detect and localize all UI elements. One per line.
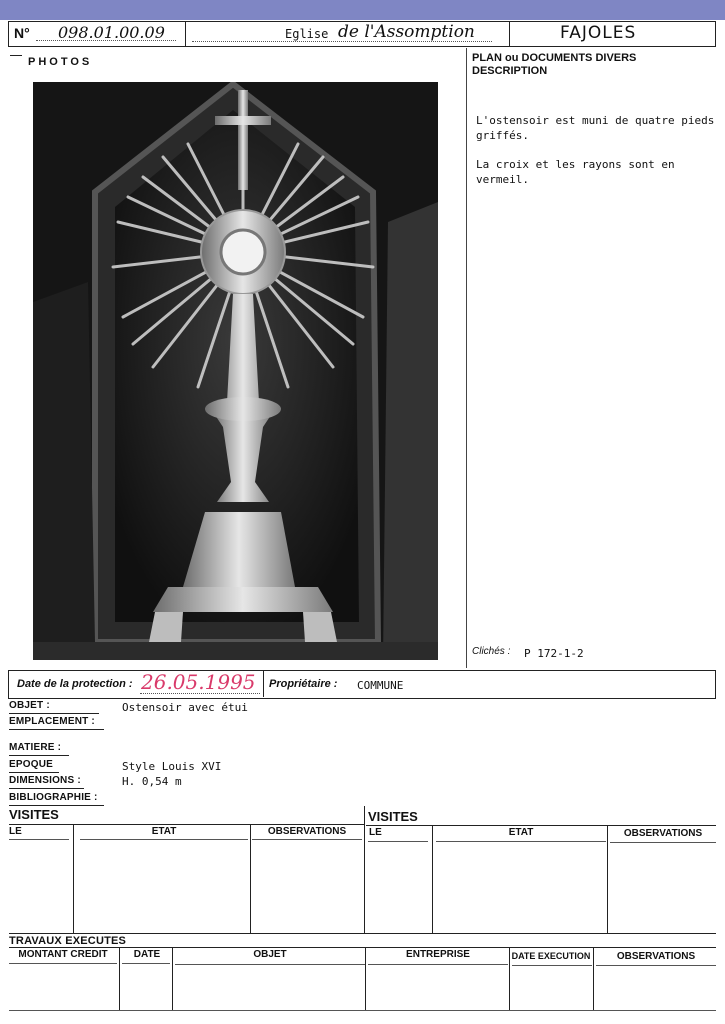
travaux-col-divider [593, 947, 594, 1011]
travaux-rule [596, 965, 716, 966]
protection-date: 26.05.1995 [141, 670, 256, 694]
description-title: DESCRIPTION [472, 65, 548, 77]
objet-label: OBJET : [9, 700, 50, 711]
travaux-title: TRAVAUX EXECUTES [9, 935, 127, 947]
monstrance-photo [33, 82, 438, 660]
travaux-col-montant: MONTANT CREDIT [18, 949, 108, 960]
underline [9, 788, 84, 789]
epoque-label: EPOQUE [9, 759, 53, 770]
visites-col-etat: ETAT [508, 827, 534, 838]
visites-col-observations: OBSERVATIONS [267, 826, 347, 837]
underline [9, 713, 99, 714]
travaux-col-entreprise: ENTREPRISE [406, 949, 470, 960]
visites-col-observations: OBSERVATIONS [623, 828, 703, 839]
travaux-col-divider [509, 947, 510, 1011]
commune-name: FAJOLES [560, 23, 637, 43]
visites-col-etat: ETAT [151, 826, 177, 837]
visites-col-le: LE [369, 827, 382, 838]
visites-col-divider [607, 825, 608, 934]
travaux-rule [9, 963, 117, 964]
top-band [0, 0, 725, 20]
cliches-value: P 172-1-2 [524, 647, 584, 660]
visites-rule [9, 824, 364, 825]
visites-rule [368, 841, 428, 842]
travaux-rule [368, 964, 508, 965]
visites-col-le: LE [9, 826, 22, 837]
matiere-label: MATIERE : [9, 742, 62, 753]
bibliographie-label: BIBLIOGRAPHIE : [9, 792, 98, 803]
travaux-bottom-rule [9, 1010, 716, 1011]
protection-label: Date de la protection : [17, 678, 133, 690]
church-name: de l'Assomption [338, 22, 475, 42]
column-divider [466, 48, 467, 668]
visites-title: VISITES [368, 809, 418, 824]
dotted-line [192, 41, 492, 42]
visites-bottom-rule [9, 933, 716, 934]
travaux-col-divider [365, 947, 366, 1011]
description-paragraph: La croix et les rayons sont en vermeil. [476, 158, 675, 186]
travaux-col-objet: OBJET [253, 949, 287, 960]
protection-divider [263, 671, 264, 697]
dimensions-label: DIMENSIONS : [9, 775, 81, 786]
travaux-rule [9, 947, 716, 948]
underline [9, 729, 104, 730]
description-text [476, 113, 716, 201]
visites-rule [252, 839, 362, 840]
monstrance-illustration [33, 82, 438, 660]
underline [9, 805, 104, 806]
travaux-col-date: DATE [133, 949, 161, 960]
visites-title: VISITES [9, 807, 59, 822]
inventory-number: 098.01.00.09 [58, 23, 165, 42]
church-label: Eglise [285, 27, 329, 41]
underline [9, 772, 59, 773]
visites-col-divider [250, 824, 251, 934]
visites-rule [9, 839, 69, 840]
dimensions-value: H. 0,54 m [122, 775, 182, 788]
plan-title-line: PLAN ou DOCUMENTS DIVERS [472, 52, 637, 64]
dotted-line [140, 693, 260, 694]
travaux-col-divider [119, 947, 120, 1011]
travaux-col-observations: OBSERVATIONS [616, 951, 696, 962]
number-label: N° [14, 25, 30, 41]
visites-rule [610, 842, 716, 843]
travaux-rule [512, 965, 592, 966]
underline [9, 755, 69, 756]
travaux-rule [122, 963, 170, 964]
objet-value: Ostensoir avec étui [122, 701, 248, 714]
proprietaire-value: COMMUNE [357, 679, 404, 692]
description-paragraph: L'ostensoir est muni de quatre pieds griffés. [476, 114, 715, 142]
cliches-label: Clichés : [472, 646, 511, 657]
photos-tick [10, 55, 22, 56]
header-divider [185, 22, 186, 46]
visites-col-divider [432, 825, 433, 934]
travaux-rule [175, 964, 365, 965]
plan-title [472, 52, 636, 78]
epoque-value: Style Louis XVI [122, 760, 222, 773]
travaux-col-date-execution: DATE EXECUTION [511, 951, 591, 961]
travaux-col-divider [172, 947, 173, 1011]
visites-rule [436, 841, 606, 842]
visites-col-divider [73, 824, 74, 934]
visites-rule [366, 825, 716, 826]
photos-label: PHOTOS [28, 56, 93, 68]
emplacement-label: EMPLACEMENT : [9, 716, 95, 727]
visites-center-divider [364, 806, 365, 934]
visites-rule [80, 839, 248, 840]
header-divider [509, 22, 510, 46]
proprietaire-label: Propriétaire : [269, 678, 338, 690]
dotted-line [36, 40, 176, 41]
